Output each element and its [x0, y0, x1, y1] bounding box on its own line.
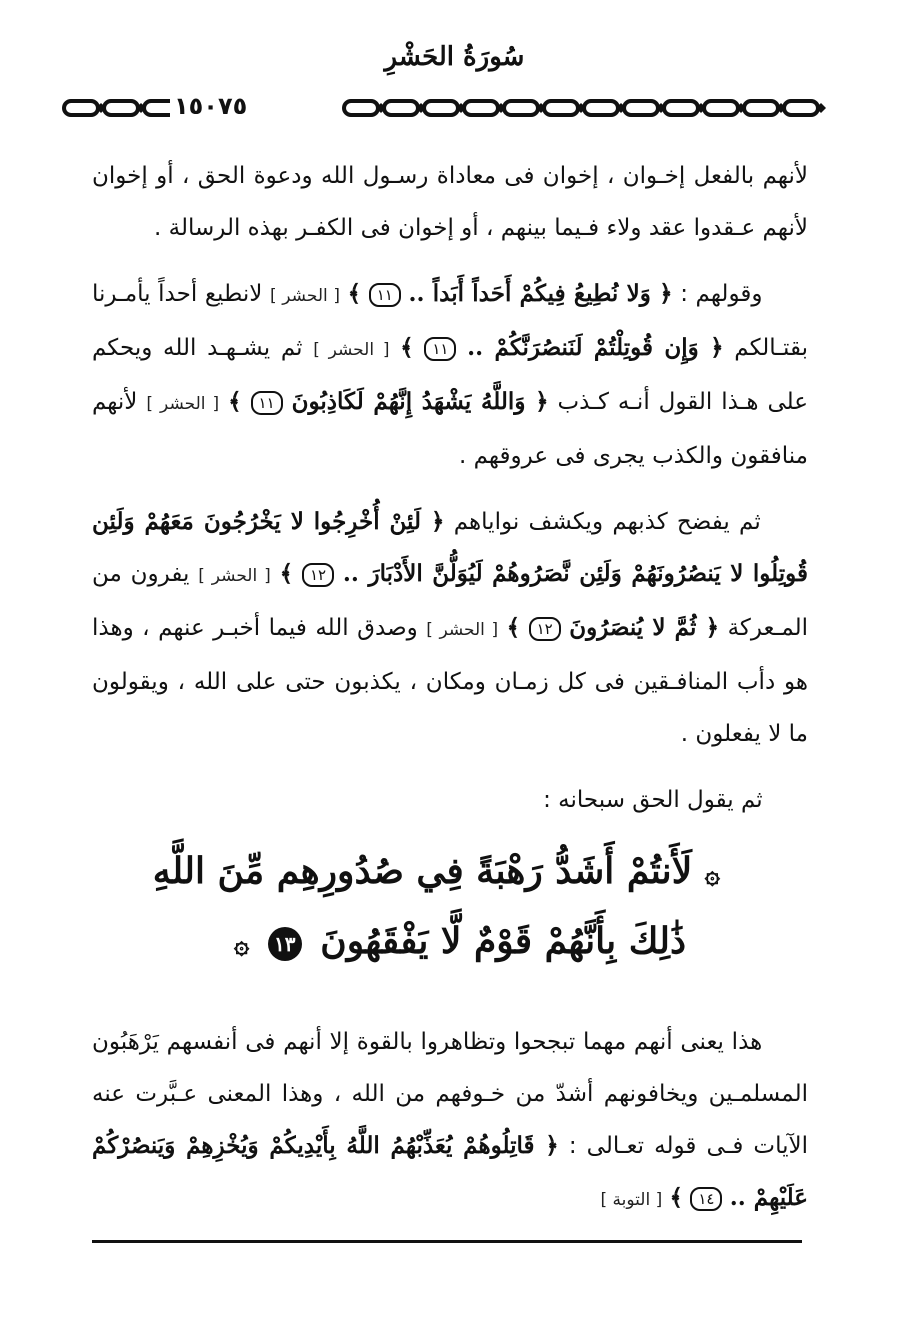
verse-line-1 [152, 838, 720, 908]
chain-link [504, 101, 538, 115]
paragraph-3-text-b: يفرون من المـعركة [92, 561, 809, 641]
verse-open-ornament: ۞ [704, 860, 720, 890]
quran-quote: ﴿ قَاتِلُوهُمْ يُعَذِّبْهُمُ اللَّهُ بِأَيْدِيكُمْ وَيُخْزِهِمْ وَيَنصُرْكُمْ عَلَيْهِمْ .. [92, 1132, 808, 1211]
paragraph-1-text: لأنهم بالفعل إخـوان ، إخوان فى معاداة رسـول الله ودعوة الحق ، أو إخوان لأنهم عـقدوا عقد ولاء فـيما بينهم ، أو إخوان فى الكفـر بهذه الرسالة . [92, 163, 808, 241]
paragraph-2-text-b: لانطيع أحداً يأمـرنا بقتـالكم [92, 281, 809, 361]
chain-link [464, 101, 498, 115]
quran-quote: ﴿ وَإِن قُوتِلْتُمْ لَنَنصُرَنَّكُمْ .. [467, 334, 724, 361]
ayah-number: ١٤ [690, 1187, 722, 1211]
verse-line-1-text: لَأَنتُمْ أَشَدُّ رَهْبَةً فِي صُدُورِهِم مِّنَ اللَّهِ [152, 850, 693, 892]
quran-quote: ﴿ ثُمَّ لا يُنصَرُونَ [569, 614, 720, 641]
chain-link [584, 101, 618, 115]
ayah-number: ١١ [251, 391, 283, 415]
quote-close-bracket: ﴾ [228, 388, 242, 415]
footer-divider [92, 1240, 802, 1243]
chain-link [544, 101, 578, 115]
ayah-number: ١٢ [529, 617, 561, 641]
chain-link [64, 101, 98, 115]
chain-link [624, 101, 658, 115]
verse-line-2-text: ذَٰلِكَ بِأَنَّهُمْ قَوْمٌ لَّا يَفْقَهُونَ [320, 920, 687, 962]
chain-link [744, 101, 778, 115]
verse-number-medallion: ١٣ [268, 927, 302, 961]
quote-close-bracket: ﴾ [279, 560, 294, 587]
surah-reference: [ التوبة ] [600, 1190, 663, 1210]
paragraph-2-text-c: ثم يشـهـد الله ويحكم على هـذا القول أنـه كـذب [92, 335, 809, 415]
verse-line-2 [200, 908, 720, 978]
surah-reference: [ الحشر ] [269, 286, 341, 306]
chain-link [104, 101, 138, 115]
surah-reference: [ الحشر ] [198, 566, 271, 586]
paragraph-1 [92, 150, 808, 254]
chain-link [784, 101, 818, 115]
paragraph-3-text-a: ثم يفضح كذبهم ويكشف نواياهم [453, 509, 761, 535]
paragraph-4-text: ثم يقول الحق سبحانه : [543, 787, 763, 813]
chain-link [704, 101, 738, 115]
page-number: ١٥٠٧٥ [170, 92, 251, 120]
paragraph-2 [92, 268, 808, 482]
verse-close-ornament: ۞ [233, 930, 250, 960]
chain-link [664, 101, 698, 115]
quran-verse-block [152, 838, 720, 978]
paragraph-3-text-c: وصدق الله فيما أخبـر عنهم ، وهذا هو دأب المنافـقين فى كل زمـان ومكان ، يكذبون حتى على الله ، ويقولون ما لا يفعلون . [92, 615, 808, 747]
quran-quote: ﴿ لَئِنْ أُخْرِجُوا لا يَخْرُجُونَ مَعَهُمْ وَلَئِن قُوتِلُوا لا يَنصُرُونَهُمْ وَلَئِن نَّصَرُوهُمْ لَيُوَلُّنَّ الأَدْبَارَ .. [92, 508, 809, 587]
paragraph-2-text-d: لأنهم منافقون والكذب يجرى فى عروقهم . [92, 389, 808, 469]
chain-link [424, 101, 458, 115]
quran-quote: ﴿ وَلا نُطِيعُ فِيكُمْ أَحَداً أَبَداً .. [408, 280, 673, 307]
surah-reference: [ الحشر ] [146, 394, 220, 414]
quran-quote: ﴿ وَاللَّهُ يَشْهَدُ إِنَّهُمْ لَكَاذِبُونَ [291, 388, 549, 415]
surah-reference: [ الحشر ] [426, 620, 499, 640]
quote-close-bracket: ﴾ [347, 280, 362, 307]
ayah-number: ١١ [424, 337, 456, 361]
page-header-ornament [60, 90, 830, 126]
paragraph-5-text: هذا يعنى أنهم مهما تبجحوا وتظاهروا بالقوة إلا أنهم فى أنفسهم يَرْهَبُون المسلمـين ويخافونهم أشدّ من خـوفهم من الله ، وهذا المعنى عـبَّرت عنه الآيات فـى قوله تعـالى : [92, 1029, 808, 1159]
chain-link [384, 101, 418, 115]
quote-close-bracket: ﴾ [400, 334, 414, 361]
paragraph-3 [92, 496, 808, 760]
surah-title: سُورَةُ الحَشْرِ [384, 42, 525, 72]
main-text-continued [92, 1016, 808, 1240]
chain-link [344, 101, 378, 115]
surah-reference: [ الحشر ] [313, 340, 390, 360]
ayah-number: ١١ [369, 283, 401, 307]
paragraph-5 [92, 1016, 808, 1226]
paragraph-4 [92, 774, 808, 826]
quote-close-bracket: ﴾ [669, 1184, 684, 1211]
quote-close-bracket: ﴾ [506, 614, 521, 641]
ayah-number: ١٢ [302, 563, 334, 587]
paragraph-2-text-a: وقولهم : [680, 281, 763, 307]
main-text [92, 150, 808, 840]
